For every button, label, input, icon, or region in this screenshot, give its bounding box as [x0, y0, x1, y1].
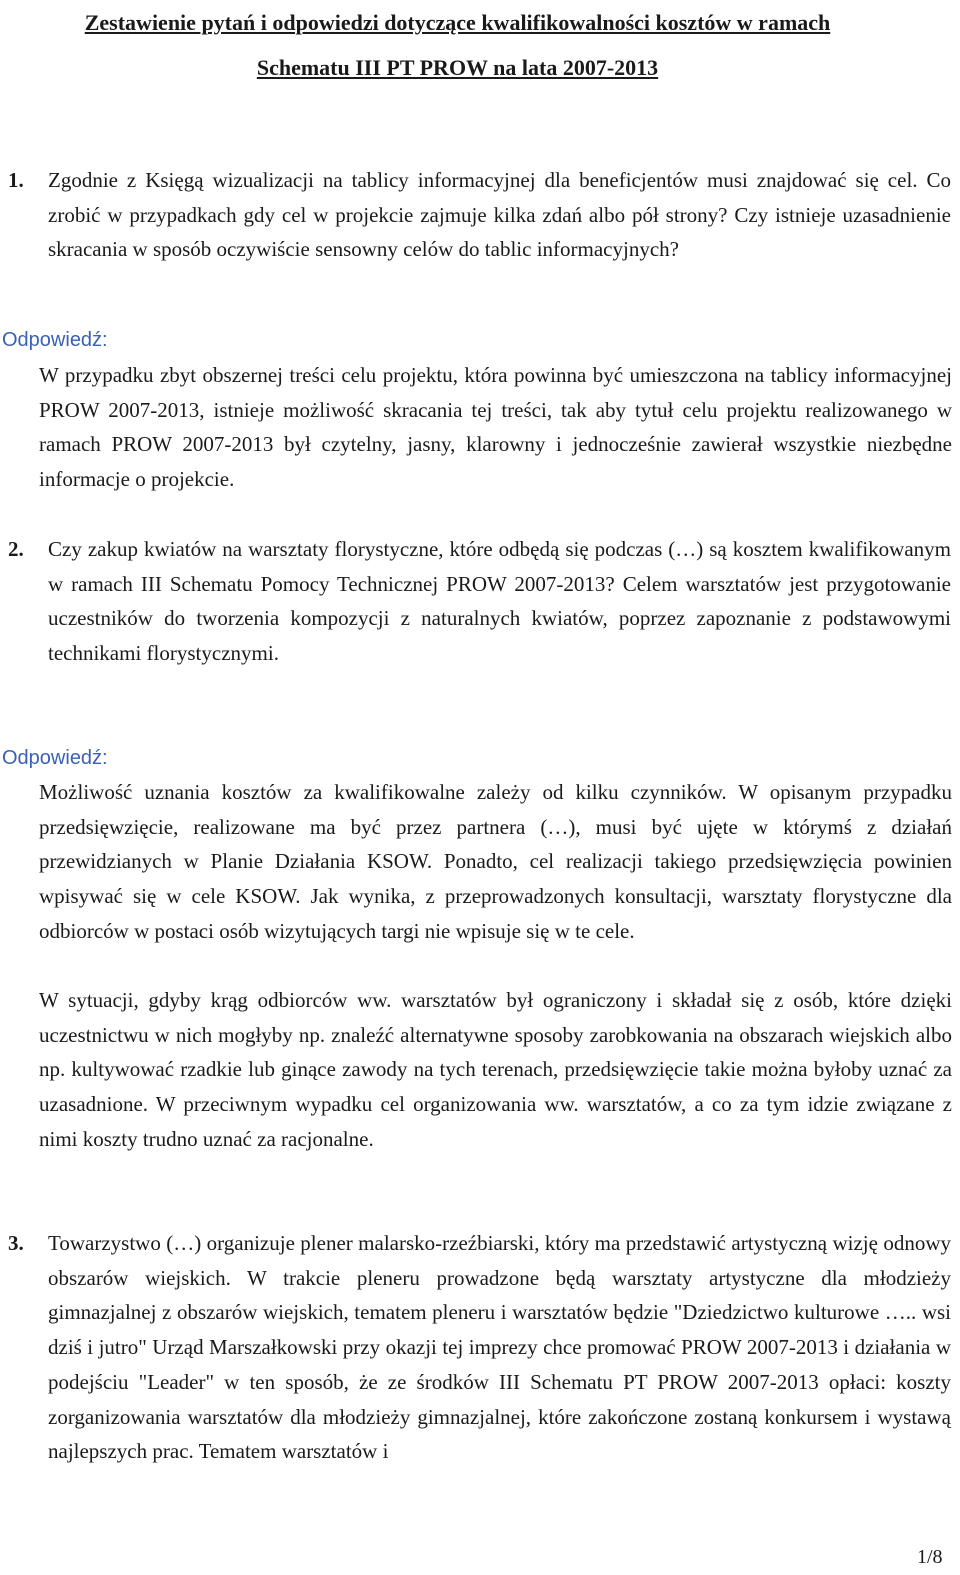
question-1	[8, 163, 951, 267]
title-line-2: Schematu III PT PROW na lata 2007-2013	[256, 55, 659, 80]
question-number: 1.	[8, 168, 24, 192]
answer-2-paragraph-1: Możliwość uznania kosztów za kwalifikowalne zależy od kilku czynników. W opisanym przypadku przedsięwzięcie, realizowane ma być przez partnera (…), musi być ujęte w którymś z działań przewidzianych w Planie Działania KSOW. Ponadto, cel realizacji takiego przedsięwzięcia powinien wpisywać się w cele KSOW. Jak wynika, z przeprowadzonych konsultacji, warsztaty florystyczne dla odbiorców w postaci osób wizytujących targi nie wpisuje się w te cele.	[39, 780, 952, 943]
title-line-1: Zestawienie pytań i odpowiedzi dotyczące kwalifikowalności kosztów w ramach	[84, 10, 831, 35]
page-number: 1/8	[917, 1546, 943, 1568]
question-text: Czy zakup kwiatów na warsztaty florystyczne, które odbędą się podczas (…) są kosztem kwalifikowanym w ramach III Schematu Pomocy Technicznej PROW 2007-2013? Celem warsztatów jest przygotowanie uczestników do tworzenia kompozycji z naturalnych kwiatów, poprzez zapoznanie z podstawowymi technikami florystycznymi.	[48, 537, 951, 666]
question-number: 2.	[8, 537, 24, 561]
question-2	[8, 532, 951, 671]
answer-2-paragraph-2: W sytuacji, gdyby krąg odbiorców ww. warsztatów był ograniczony i składał się z osób, które dzięki uczestnictwu w nich mogłyby np. znaleźć alternatywne sposoby zarobkowania na obszarach wiejskich albo np. kultywować rzadkie lub ginące zawody na tych terenach, przedsięwzięcie takie można byłoby uznać za uzasadnione. W przeciwnym wypadku cel organizowania ww. warsztatów, a co za tym idzie związane z nimi koszty trudno uznać za racjonalne.	[39, 988, 952, 1151]
question-number: 3.	[8, 1231, 24, 1255]
document-title	[0, 0, 915, 90]
answer-label-1: Odpowiedź:	[2, 329, 108, 351]
question-text: Towarzystwo (…) organizuje plener malarsko-rzeźbiarski, który ma przedstawić artystyczną wizję odnowy obszarów wiejskich. W trakcie pleneru prowadzone będą warsztaty artystyczne dla młodzieży gimnazjalnej z obszarów wiejskich, tematem pleneru i warsztatów będzie "Dziedzictwo kulturowe ….. wsi dziś i jutro" Urząd Marszałkowski przy okazji tej imprezy chce promować PROW 2007-2013 i działania w podejściu "Leader" w ten sposób, że ze środków III Schematu PT PROW 2007-2013 opłaci: koszty zorganizowania warsztatów dla młodzieży gimnazjalnej, które zakończone zostaną konkursem i wystawą najlepszych prac. Tematem warsztatów i	[48, 1231, 951, 1464]
answer-label-2: Odpowiedź:	[2, 747, 108, 769]
answer-1: W przypadku zbyt obszernej treści celu projektu, która powinna być umieszczona na tablicy informacyjnej PROW 2007-2013, istnieje możliwość skracania tej treści, tak aby tytuł celu projektu realizowanego w ramach PROW 2007-2013 był czytelny, jasny, klarowny i jednocześnie zawierał wszystkie niezbędne informacje o projekcie.	[39, 363, 952, 492]
question-3	[8, 1226, 951, 1469]
question-text: Zgodnie z Księgą wizualizacji na tablicy informacyjnej dla beneficjentów musi znajdować się cel. Co zrobić w przypadkach gdy cel w projekcie zajmuje kilka zdań albo pół strony? Czy istnieje uzasadnienie skracania w sposób oczywiście sensowny celów do tablic informacyjnych?	[48, 168, 951, 262]
